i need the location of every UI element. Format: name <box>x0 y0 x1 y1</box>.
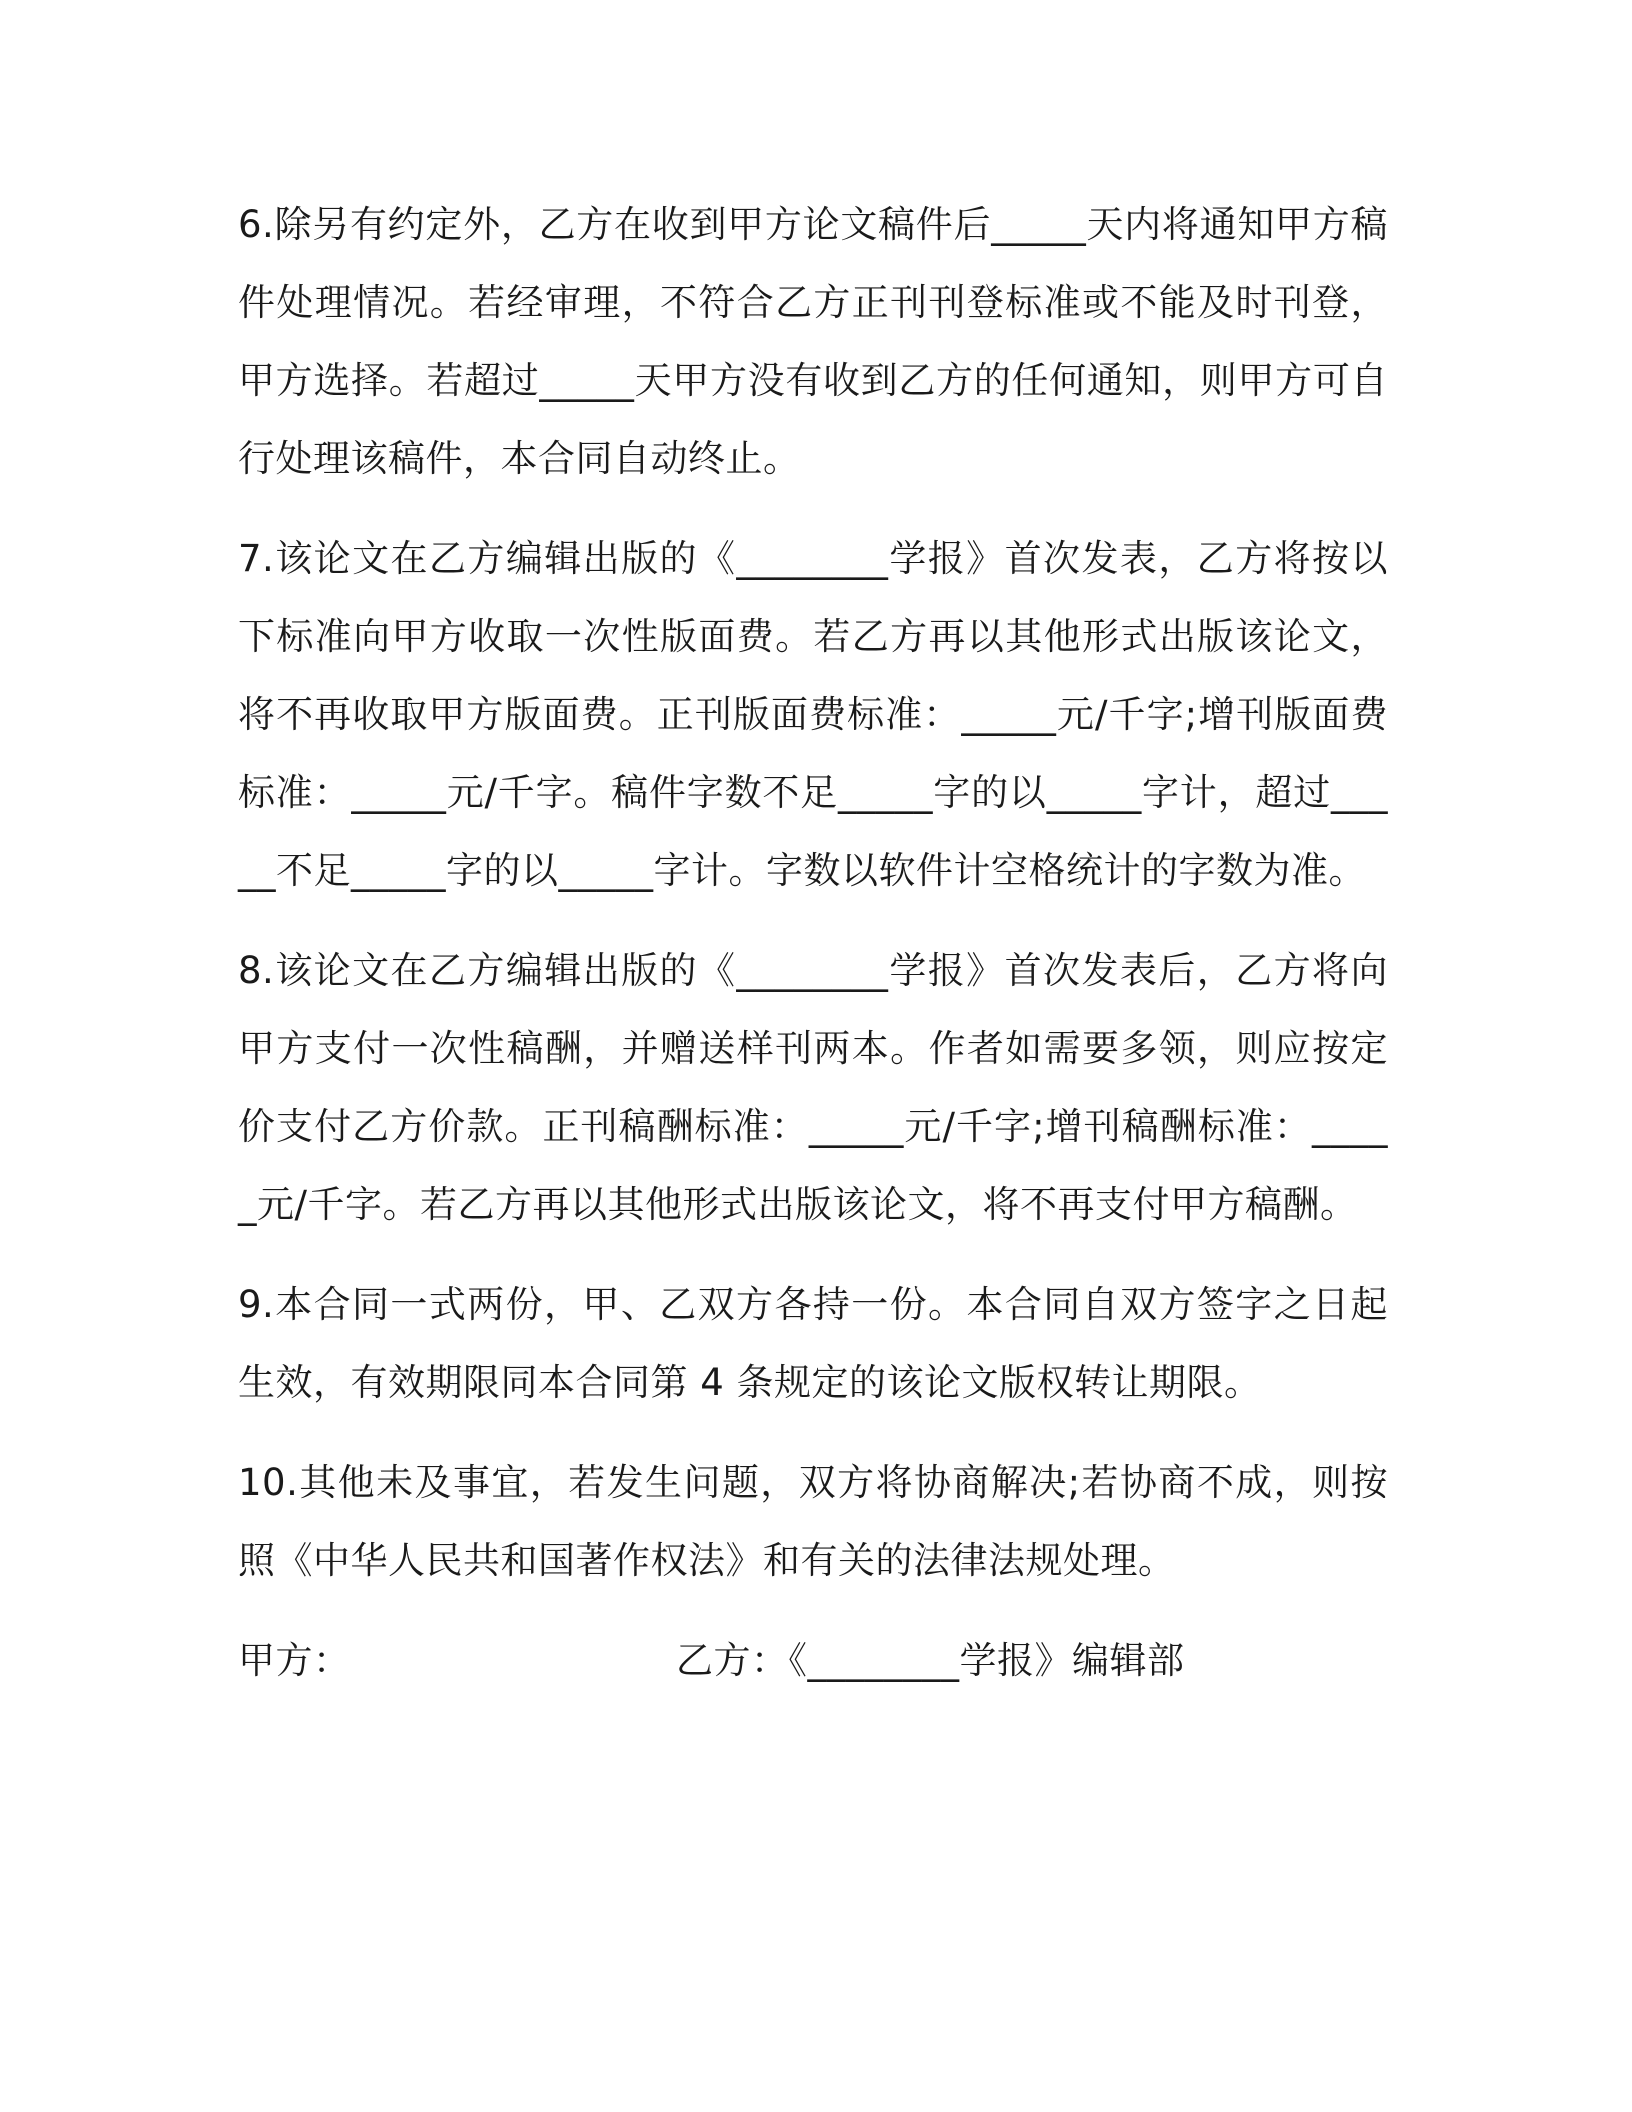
clause-10: 10.其他未及事宜，若发生问题，双方将协商解决;若协商不成，则按照《中华人民共和国著作权法》和有关的法律法规处理。 <box>238 1461 1388 1582</box>
signature-row <box>238 1622 1388 1700</box>
clause-6: 6.除另有约定外，乙方在收到甲方论文稿件后_____天内将通知甲方稿件处理情况。若经审理，不符合乙方正刊刊登标准或不能及时刊登，甲方选择。若超过_____天甲方没有收到乙方的任何通知，则甲方可自行处理该稿件，本合同自动终止。 <box>238 203 1388 480</box>
party-a-label: 甲方： <box>238 1639 351 1682</box>
party-b-label: 乙方：《________学报》编辑部 <box>676 1639 1185 1682</box>
clause-8: 8.该论文在乙方编辑出版的《________学报》首次发表后，乙方将向甲方支付一次性稿酬，并赠送样刊两本。作者如需要多领，则应按定价支付乙方价款。正刊稿酬标准：_____元/千字;增刊稿酬标准：_____元/千字。若乙方再以其他形式出版该论文，将不再支付甲方稿酬。 <box>238 949 1388 1226</box>
clause-7: 7.该论文在乙方编辑出版的《________学报》首次发表，乙方将按以下标准向甲方收取一次性版面费。若乙方再以其他形式出版该论文，将不再收取甲方版面费。正刊版面费标准：_____元/千字;增刊版面费标准：_____元/千字。稿件字数不足_____字的以_____字计，超过_____不足_____字的以_____字计。字数以软件计空格统计的字数为准。 <box>238 537 1388 892</box>
document-page <box>238 186 1388 1700</box>
clause-9: 9.本合同一式两份，甲、乙双方各持一份。本合同自双方签字之日起生效，有效期限同本合同第 4 条规定的该论文版权转让期限。 <box>238 1283 1388 1404</box>
